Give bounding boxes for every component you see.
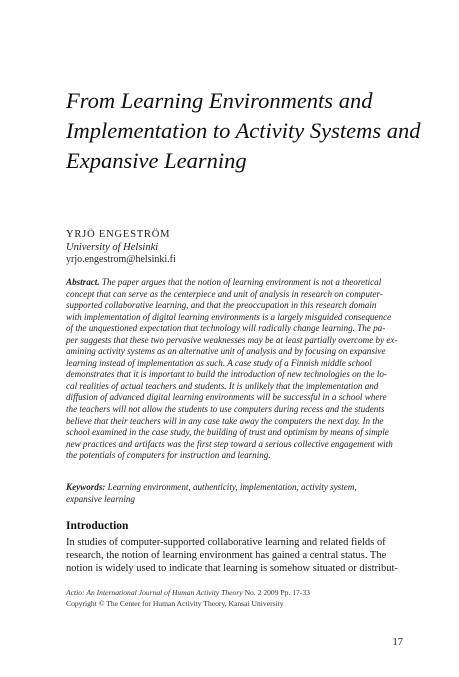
section-heading-introduction: Introduction xyxy=(66,520,129,532)
title-line: Expansive Learning xyxy=(66,148,247,173)
author-email: yrjo.engestrom@helsinki.fi xyxy=(66,254,176,265)
citation-line xyxy=(66,588,396,599)
author-name: YRJÖ ENGESTRÖM xyxy=(66,229,171,240)
abstract-line xyxy=(66,277,396,289)
keywords xyxy=(66,482,396,505)
paper-title xyxy=(66,86,421,176)
journal-name: Actio: An International Journal of Human Activity Theory xyxy=(66,588,243,597)
title-line: Implementation to Activity Systems and xyxy=(66,118,421,143)
citation-details: No. 2 2009 Pp. 17-33 xyxy=(242,588,310,597)
body-line: notion is widely used to indicate that learning is somehow situated or distribut- xyxy=(66,563,398,575)
abstract-line: new practices and artifacts was the first step toward a serious collective engagement with xyxy=(66,438,393,449)
abstract-line: demonstrates that it is important to build the introduction of new technologies on the lo- xyxy=(66,369,387,380)
body-line: In studies of computer-supported collaborative learning and related fields of xyxy=(66,537,386,548)
abstract-line: diffusion of advanced digital learning environments will be successful in a school where xyxy=(66,392,387,403)
keywords-label: Keywords: xyxy=(66,482,106,492)
keywords-text: Learning environment, authenticity, implementation, activity system, xyxy=(105,482,357,492)
keywords-line: expansive learning xyxy=(66,493,135,504)
abstract-line: school examined in the case study, the building of trust and optimism by means of simple xyxy=(66,427,389,438)
author-affiliation: University of Helsinki xyxy=(66,242,159,253)
keywords-line xyxy=(66,482,396,494)
abstract-line: the potentials of computers for instruction and learning. xyxy=(66,450,271,461)
abstract-line: the teachers will not allow the students to use computers during recess and the students xyxy=(66,404,385,415)
title-line: From Learning Environments and xyxy=(66,88,373,113)
body-line: research, the notion of learning environment has gained a central status. The xyxy=(66,550,387,562)
abstract xyxy=(66,277,396,462)
abstract-line: concept that can serve as the centerpiece and unit of analysis in research on computer- xyxy=(66,288,383,299)
publication-footnote xyxy=(66,588,396,609)
abstract-line: per suggests that these two pervasive weaknesses may be at least partially overcome by ex- xyxy=(66,334,398,345)
abstract-line: of the unquestioned expectation that technology will radically change learning. The pa- xyxy=(66,323,386,334)
abstract-line: amining activity systems as an alternative unit of analysis and by focusing on expansive xyxy=(66,346,386,357)
introduction-paragraph xyxy=(66,536,396,576)
abstract-line: believe that their teachers will in any case take away the computers the next day. In the xyxy=(66,415,384,426)
abstract-line: cal realities of actual teachers and students. It is unlikely that the implementation and xyxy=(66,380,379,391)
copyright-line: Copyright © The Center for Human Activity Theory, Kansai University xyxy=(66,598,284,608)
abstract-label: Abstract. xyxy=(66,277,100,287)
abstract-text: The paper argues that the notion of learning environment is not a theoretical xyxy=(99,277,382,287)
page-number: 17 xyxy=(392,637,403,648)
abstract-line: supported collaborative learning, and that the preoccupation in this research domain xyxy=(66,300,377,311)
abstract-line: learning instead of implementation as such. A case study of a Finnish middle school xyxy=(66,357,372,368)
abstract-line: with implementation of digital learning environments is a largely misguided consequence xyxy=(66,311,392,322)
